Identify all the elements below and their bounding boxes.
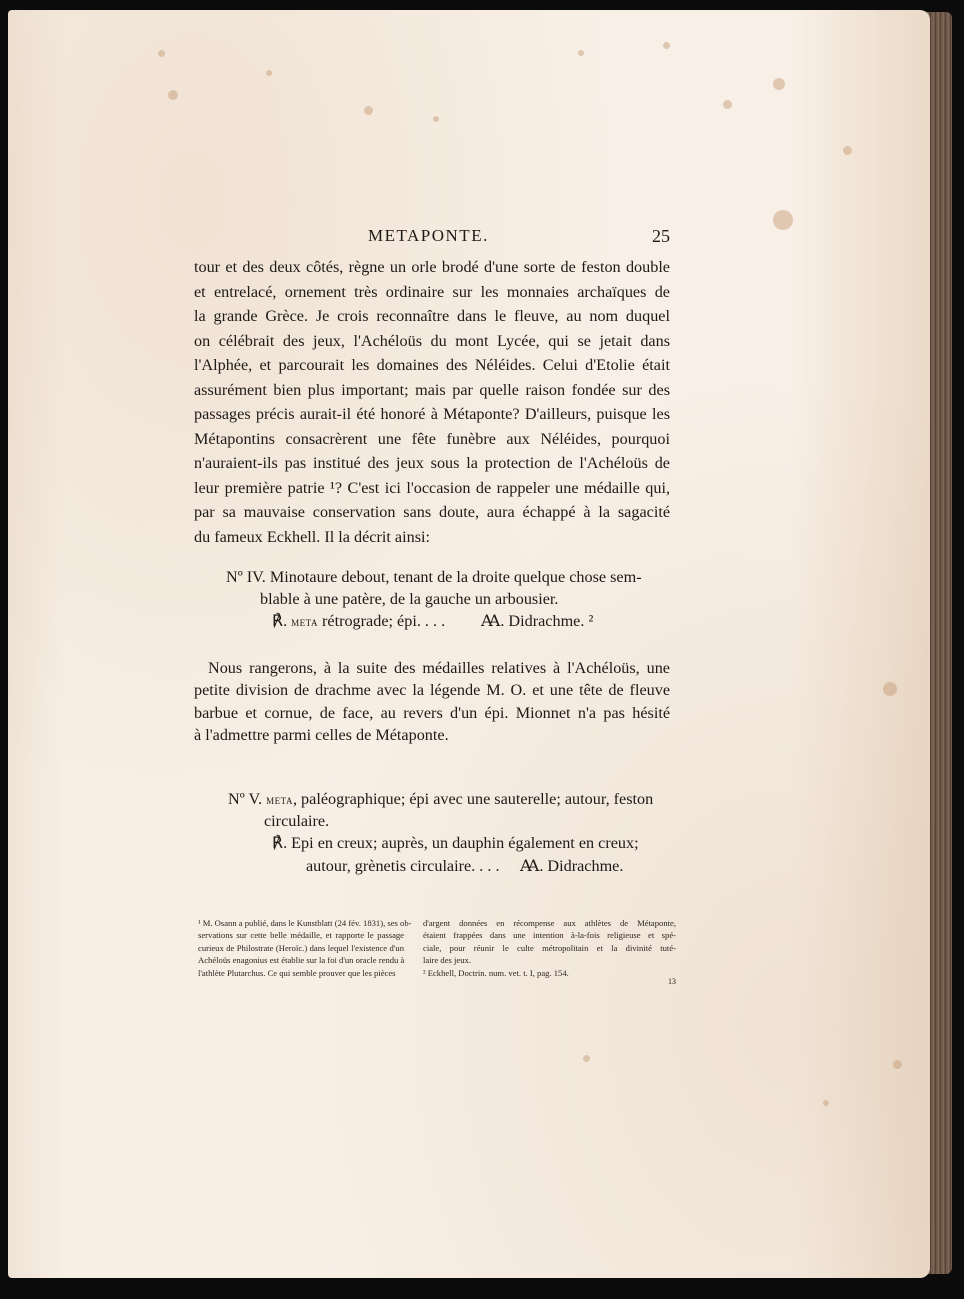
- reverse-text: Epi en creux; auprès, un dauphin également en creux;: [291, 834, 639, 852]
- entry-number: Nº V.: [228, 790, 263, 808]
- text-line: du fameux Eckhell. Il la décrit ainsi:: [194, 527, 430, 546]
- foxing-spot: [583, 1055, 590, 1062]
- foxing-spot: [723, 100, 732, 109]
- footnotes-right-column: [423, 917, 676, 979]
- foxing-spot: [663, 42, 670, 49]
- text-line: par sa mauvaise conservation sans doute, aura échappé à la sagacité: [194, 503, 670, 521]
- text-line: Nous rangerons, à la suite des médailles relatives à l'Achéloüs, une: [208, 659, 670, 677]
- entry-text: , paléographique; épi avec une sauterelle; autour, feston: [292, 790, 654, 808]
- footnote-line: d'argent données en récompense aux athlètes de Métaponte,: [423, 918, 676, 928]
- entry-line: blable à une patère, de la gauche un arbousier.: [260, 590, 559, 608]
- coin-entry-iv: [194, 566, 670, 632]
- foxing-spot: [433, 116, 439, 122]
- entry-line: Nº IV. Minotaure debout, tenant de la droite quelque chose sem-: [226, 568, 642, 586]
- entry-line: [272, 832, 639, 855]
- foxing-spot: [773, 210, 793, 230]
- footnotes-left-column: [198, 917, 412, 979]
- main-paragraph: [194, 255, 670, 549]
- entry-line: autour, grènetis circulaire. . . .: [306, 857, 500, 875]
- footnote-line: Achéloüs enagonius est établie sur la foi d'un oracle rendu à: [198, 955, 405, 966]
- foxing-spot: [883, 682, 897, 696]
- text-line: leur première patrie ¹? C'est ici l'occasion de rappeler une médaille qui,: [194, 478, 670, 497]
- text-line: tour et des deux côtés, règne un orle brodé d'une sorte de feston double: [194, 258, 670, 276]
- book-page: [8, 10, 930, 1278]
- footnote-line: l'athlète Plutarchus. Ce qui semble prouver que les pièces: [198, 967, 396, 978]
- coin-legend: meta: [291, 614, 318, 629]
- entry-line: [228, 788, 653, 812]
- foxing-spot: [823, 1100, 829, 1106]
- reverse-mark: ℟.: [272, 834, 288, 852]
- text-line: on célébrait des jeux, l'Achéloüs du mont Lycée, qui se jetait dans: [194, 331, 670, 350]
- entry-line: circulaire.: [264, 812, 330, 830]
- foxing-spot: [168, 90, 178, 100]
- second-paragraph: [194, 657, 670, 746]
- running-head: [194, 226, 670, 250]
- text-line: Métapontins consacrèrent une fête funèbre aux Néléides, pourquoi: [194, 429, 670, 448]
- reverse-mark: ℟.: [272, 612, 288, 630]
- text-line: l'Alphée, et parcourait les domaines des Néléides. Celui d'Etolie était: [194, 356, 670, 374]
- footnote-line: curieux de Philostrate (Heroïc.) dans lequel l'existence d'un: [198, 942, 404, 953]
- text-line: à l'admettre parmi celles de Métaponte.: [194, 725, 449, 744]
- foxing-spot: [893, 1060, 902, 1069]
- metal-denomination: Ꜳ. Didrachme.: [520, 857, 624, 875]
- foxing-spot: [158, 50, 165, 57]
- footnote-line: servations sur cette belle médaille, et rapporte le passage: [198, 930, 404, 941]
- page-title: METAPONTE.: [368, 226, 489, 245]
- text-line: et entrelacé, ornement très ordinaire sur les monnaies archaïques de: [194, 282, 670, 301]
- foxing-spot: [364, 106, 373, 115]
- metal-denomination: Ꜳ. Didrachme. ²: [481, 612, 594, 630]
- footnote-line: laire des jeux.: [423, 955, 471, 966]
- text-line: barbue et cornue, de face, au revers d'un épi. Mionnet n'a pas hésité: [194, 703, 670, 722]
- foxing-spot: [773, 78, 785, 90]
- footnote-line: ciale, pour réunir le culte métropolitain et la divinité tuté-: [423, 942, 676, 953]
- text-line: n'auraient-ils pas institué des jeux sous la protection de l'Achéloüs de: [194, 454, 670, 472]
- text-line: petite division de drachme avec la légende M. O. et une tête de fleuve: [194, 681, 670, 700]
- coin-legend: meta: [266, 792, 293, 807]
- foxing-spot: [266, 70, 272, 76]
- page-number: 25: [652, 226, 670, 246]
- footnote-line: étaient frappées dans une intention à-la-fois religieuse et spé-: [423, 930, 676, 941]
- reverse-text: rétrograde; épi. . . .: [322, 612, 446, 630]
- signature-mark: 13: [668, 977, 676, 986]
- entry-reverse: [272, 610, 445, 634]
- text-line: la grande Grèce. Je crois reconnaître dans le fleuve, au nom duquel: [194, 307, 670, 325]
- text-line: assurément bien plus important; mais par quelle raison fondée sur des: [194, 380, 670, 399]
- footnote-line: ² Eckhell, Doctrin. num. vet. t. I, pag. 154.: [423, 967, 569, 978]
- coin-entry-v: [194, 788, 670, 878]
- foxing-spot: [843, 146, 852, 155]
- text-line: passages précis aurait-il été honoré à Métaponte? D'ailleurs, puisque les: [194, 405, 670, 423]
- footnote-line: ¹ M. Osann a publié, dans le Kunstblatt (24 fév. 1831), ses ob-: [198, 918, 412, 928]
- foxing-spot: [578, 50, 584, 56]
